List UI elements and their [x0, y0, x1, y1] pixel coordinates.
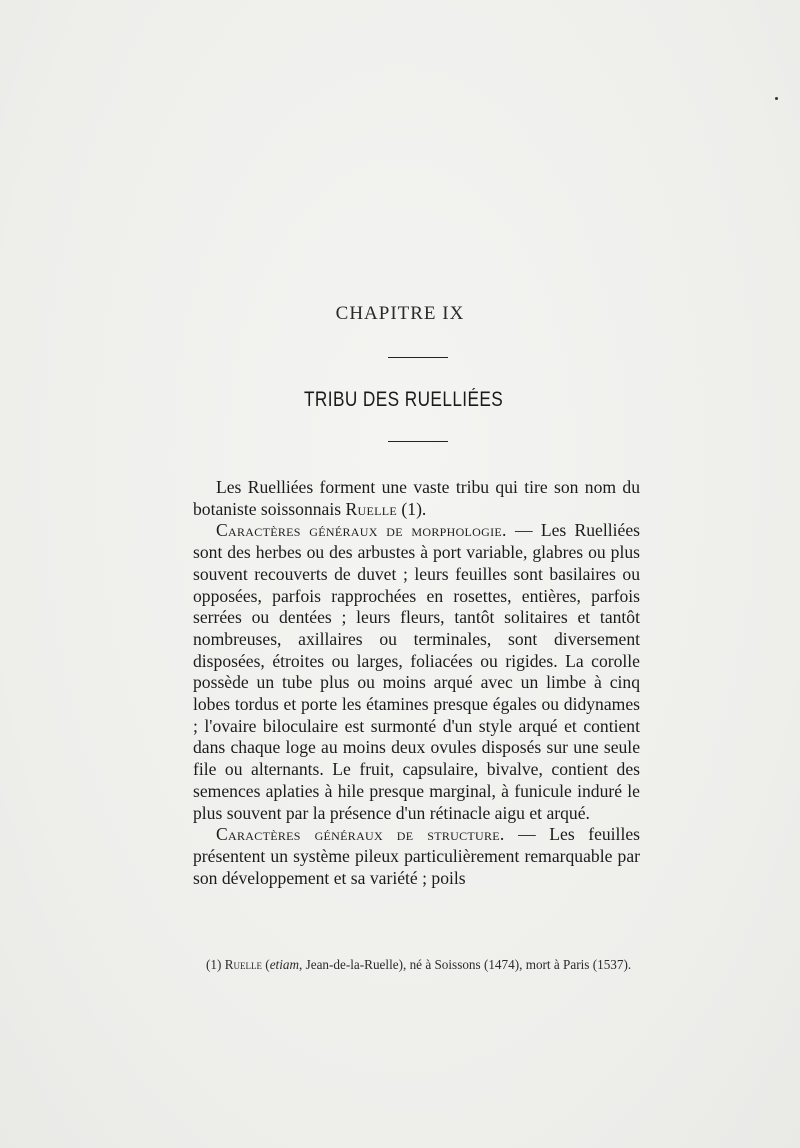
- morphology-lead: Caractères généraux de morphologie.: [216, 520, 507, 541]
- heading-rule-bottom: [388, 441, 448, 442]
- intro-text-before: Les Ruelliées forment une vaste tribu qui tire son nom du botaniste soissonnais: [193, 477, 640, 519]
- footnote-paragraph: (1) Ruelle (etiam, Jean-de-la-Ruelle), né à Soissons (1474), mort à Paris (1537).: [206, 957, 632, 972]
- ink-speck: [775, 97, 778, 100]
- heading-rule-top: [388, 357, 448, 358]
- footnote-text: , Jean-de-la-Ruelle), né à Soissons (1474), mort à Paris (1537).: [299, 957, 632, 972]
- footnote-marker: (1): [206, 957, 225, 972]
- paragraph-intro: [193, 477, 640, 520]
- morphology-text: — Les Ruelliées sont des herbes ou des arbustes à port variable, glabres ou plus souvent recouverts de duvet ; leurs feuilles sont basilaires ou opposées, parfois rapprochées en rosettes, entières, parfois serrées ou dentées ; leurs fleurs, tantôt solitaires et tantôt nombreuses, axillaires ou terminales, sont diversement disposées, étroites ou larges, foliacées ou rigides. La corolle possède un tube plus ou moins arqué avec un limbe à cinq lobes tordus et porte les étamines presque égales ou didynames ; l'ovaire biloculaire est surmonté d'un style arqué et contient dans chaque loge au moins deux ovules disposés sur une seule file ou alternants. Le fruit, capsulaire, bivalve, contient des semences aplaties à hile presque marginal, à funicule induré le plus souvent par la présence d'un rétinacle aigu et arqué.: [193, 520, 640, 823]
- footnote-name: Ruelle: [224, 957, 262, 972]
- structure-text: — Les feuilles présentent un système pileux particulièrement remarquable par son développement et sa variété ; poils: [193, 824, 640, 888]
- botanist-name: Ruelle: [345, 498, 398, 519]
- chapter-title: TRIBU DES RUELLIÉES: [304, 388, 504, 411]
- chapter-heading: CHAPITRE IX: [335, 303, 465, 324]
- structure-lead: Caractères généraux de structure.: [216, 824, 505, 845]
- footnote-italic: etiam: [269, 957, 299, 972]
- intro-text-after: (1).: [397, 498, 427, 519]
- paragraph-morphology: [193, 520, 640, 824]
- footnote: [193, 956, 640, 973]
- paragraph-structure: [193, 824, 640, 889]
- body-text: [193, 477, 640, 889]
